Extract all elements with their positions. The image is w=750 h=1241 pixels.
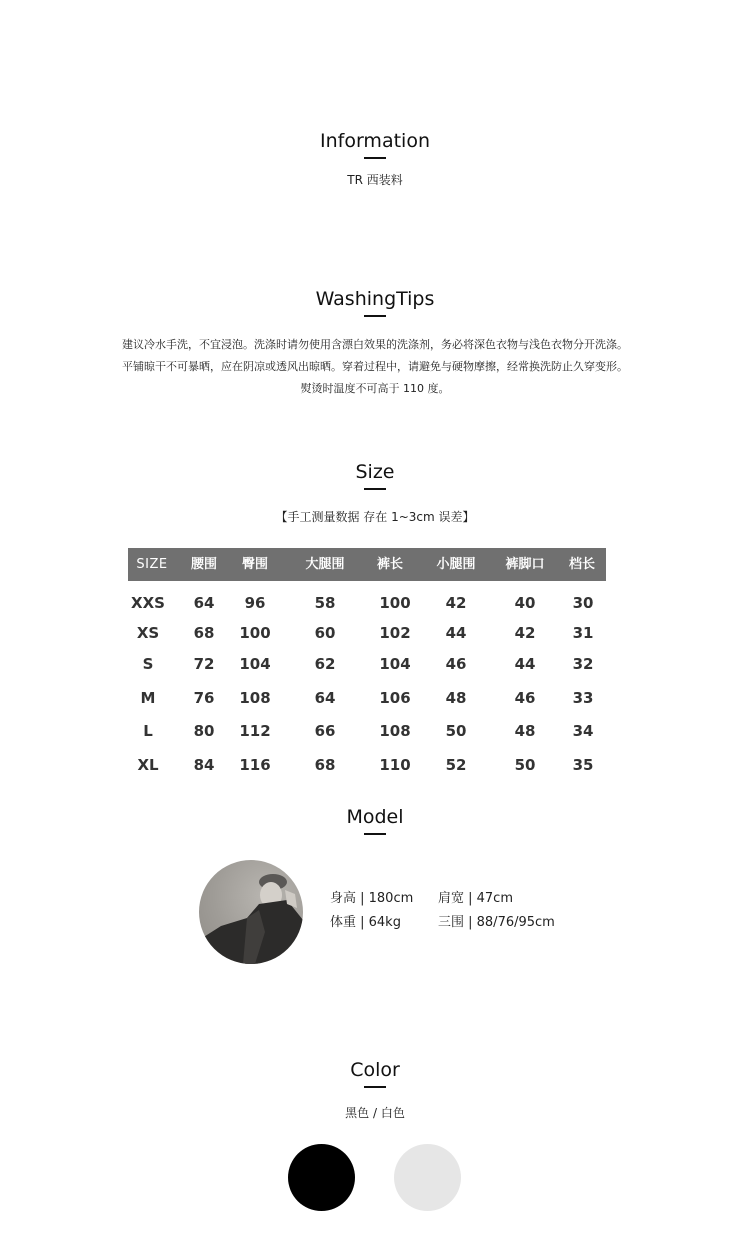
model-photo-figure <box>199 860 303 964</box>
table-cell: 100 <box>239 624 271 642</box>
table-cell: 34 <box>572 722 594 740</box>
washing-line: 平铺晾干不可暴晒，应在阴凉或透风出晾晒。穿着过程中，请避免与硬物摩擦，经常换洗防止久穿变形。 <box>122 360 628 373</box>
table-cell: 106 <box>379 689 411 707</box>
table-cell: 50 <box>445 722 467 740</box>
model-section <box>0 806 750 835</box>
table-row <box>128 618 606 648</box>
table-cell: 58 <box>314 594 336 612</box>
table-cell: 48 <box>445 689 467 707</box>
table-cell: 110 <box>379 756 411 774</box>
table-cell: 108 <box>239 689 271 707</box>
table-cell: 40 <box>514 594 536 612</box>
model-weight: 体重 | 64kg <box>330 915 401 930</box>
heading-underline <box>364 833 386 835</box>
table-row <box>128 716 606 746</box>
table-header-cell: 档长 <box>568 557 596 572</box>
table-cell: 96 <box>244 594 266 612</box>
table-cell: 76 <box>193 689 215 707</box>
table-cell: 62 <box>314 655 336 673</box>
information-heading: Information <box>320 130 430 152</box>
color-heading: Color <box>350 1059 400 1081</box>
model-height: 身高 | 180cm <box>330 891 414 906</box>
size-label-cell: XL <box>137 756 159 774</box>
table-header-cell: 裤脚口 <box>505 557 545 572</box>
washing-section <box>0 288 750 400</box>
information-section <box>0 130 750 188</box>
table-cell: 104 <box>239 655 271 673</box>
table-header-cell: SIZE <box>136 557 168 572</box>
washing-heading: WashingTips <box>315 288 435 310</box>
table-cell: 30 <box>572 594 594 612</box>
table-cell: 72 <box>193 655 215 673</box>
size-note: 【手工测量数据 存在 1~3cm 误差】 <box>275 510 475 524</box>
table-row <box>128 683 606 713</box>
color-section <box>0 1059 750 1121</box>
table-header-cell: 大腿围 <box>305 557 345 572</box>
heading-underline <box>364 488 386 490</box>
table-cell: 31 <box>572 624 594 642</box>
table-row <box>128 588 606 618</box>
color-swatch-black[interactable] <box>288 1144 355 1211</box>
table-cell: 68 <box>193 624 215 642</box>
size-heading: Size <box>355 461 395 483</box>
heading-underline <box>364 157 386 159</box>
table-cell: 42 <box>514 624 536 642</box>
table-row <box>128 649 606 679</box>
table-cell: 66 <box>314 722 336 740</box>
table-cell: 46 <box>445 655 467 673</box>
size-label-cell: L <box>143 722 153 740</box>
table-cell: 64 <box>193 594 215 612</box>
size-label-cell: XXS <box>131 594 165 612</box>
table-cell: 102 <box>379 624 411 642</box>
table-cell: 44 <box>445 624 467 642</box>
size-label-cell: XS <box>136 624 160 642</box>
size-table <box>128 548 606 774</box>
heading-underline <box>364 1086 386 1088</box>
color-swatch-white[interactable] <box>394 1144 461 1211</box>
table-cell: 64 <box>314 689 336 707</box>
model-photo <box>199 860 303 964</box>
table-cell: 108 <box>379 722 411 740</box>
table-cell: 50 <box>514 756 536 774</box>
table-row <box>128 750 606 780</box>
washing-line: 建议冷水手洗，不宜浸泡。洗涤时请勿使用含漂白效果的洗涤剂，务必将深色衣物与浅色衣物分开洗涤。 <box>122 338 628 351</box>
table-cell: 112 <box>239 722 271 740</box>
table-cell: 48 <box>514 722 536 740</box>
color-text: 黑色 / 白色 <box>345 1106 405 1120</box>
table-cell: 60 <box>314 624 336 642</box>
information-text: TR 西装料 <box>347 173 403 187</box>
model-shoulder: 肩宽 | 47cm <box>438 891 513 906</box>
table-header-cell: 臀围 <box>241 557 269 572</box>
table-cell: 42 <box>445 594 467 612</box>
table-header-cell: 裤长 <box>376 557 404 572</box>
table-cell: 84 <box>193 756 215 774</box>
table-cell: 44 <box>514 655 536 673</box>
table-cell: 116 <box>239 756 271 774</box>
table-cell: 33 <box>572 689 594 707</box>
size-table-header <box>128 548 606 581</box>
table-cell: 35 <box>572 756 594 774</box>
table-header-cell: 腰围 <box>190 557 218 572</box>
table-cell: 104 <box>379 655 411 673</box>
washing-line: 熨烫时温度不可高于 110 度。 <box>300 382 450 395</box>
table-cell: 80 <box>193 722 215 740</box>
table-cell: 32 <box>572 655 594 673</box>
table-header-cell: 小腿围 <box>436 557 476 572</box>
table-cell: 68 <box>314 756 336 774</box>
size-section <box>0 461 750 525</box>
model-measurements: 三围 | 88/76/95cm <box>438 915 555 930</box>
table-cell: 46 <box>514 689 536 707</box>
size-label-cell: S <box>142 655 154 673</box>
model-heading: Model <box>346 806 404 828</box>
size-label-cell: M <box>140 689 156 707</box>
table-cell: 52 <box>445 756 467 774</box>
table-cell: 100 <box>379 594 411 612</box>
heading-underline <box>364 315 386 317</box>
